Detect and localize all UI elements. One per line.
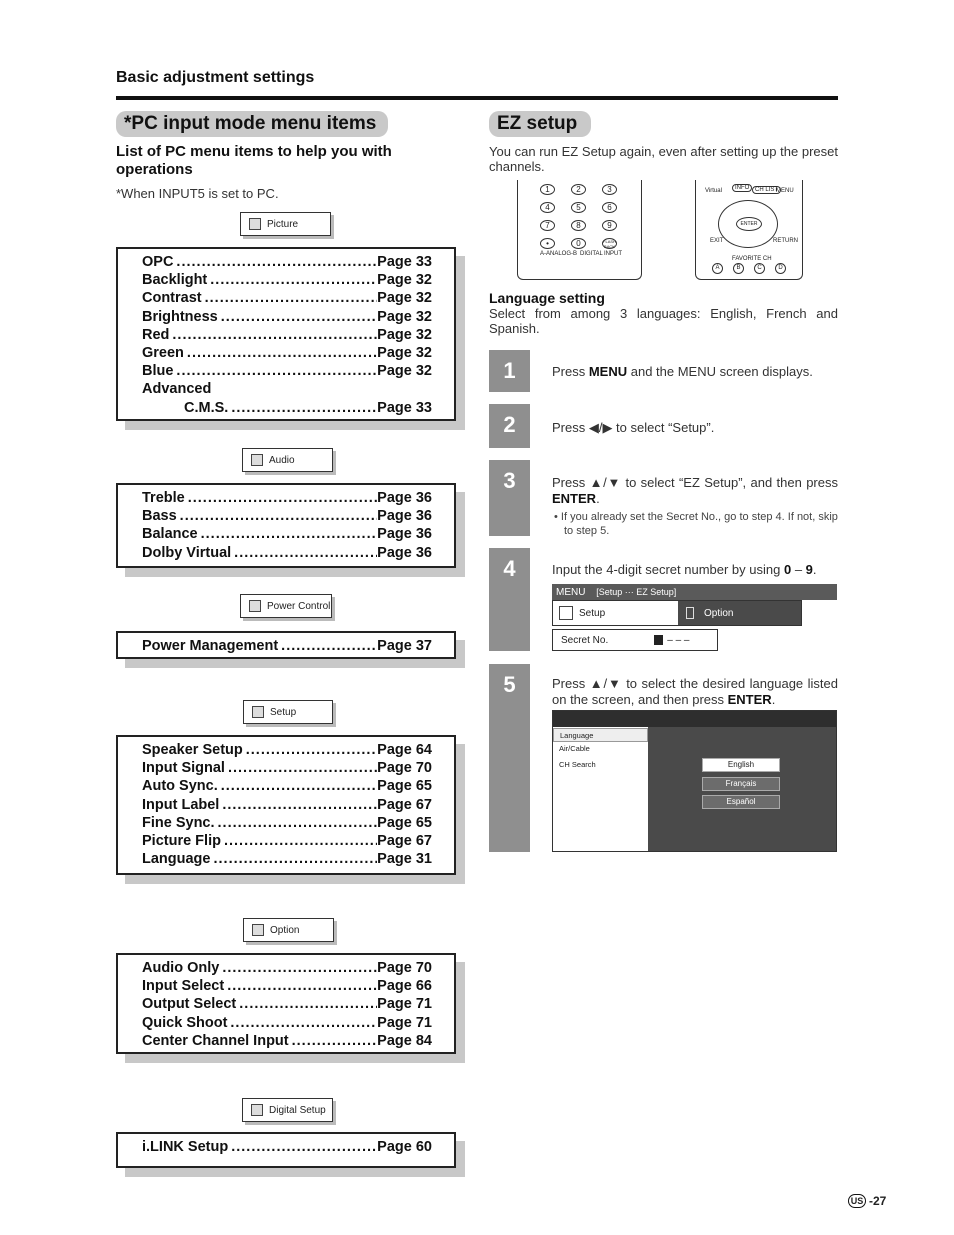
pc-menu-title: *PC input mode menu items	[116, 111, 388, 137]
menu-item-name: OPC	[142, 254, 174, 270]
menu-item-row	[142, 832, 432, 850]
osd5-menu-list	[553, 727, 648, 851]
menu-item-name: Contrast	[142, 290, 202, 307]
dot-leader	[219, 959, 377, 977]
menu-item-name: Auto Sync.	[142, 778, 218, 795]
picture-icon	[249, 218, 261, 230]
dot-leader	[228, 1138, 377, 1156]
menu-item-name: Input Signal	[142, 760, 225, 777]
menu-item-name: Power Management	[142, 638, 279, 654]
menu-item-name: Picture Flip	[142, 833, 221, 850]
menu-item-page: Page 32	[377, 308, 432, 325]
menu-item-page: Page 32	[377, 272, 432, 289]
menu-item-row	[142, 253, 432, 271]
dot-leader	[218, 777, 377, 795]
dot-leader	[202, 289, 378, 307]
keypad-key: 7	[540, 220, 555, 231]
dot-leader	[215, 814, 378, 832]
osd4-path: [Setup ··· EZ Setup]	[596, 587, 677, 597]
menu-tab-label: Power Control	[267, 600, 331, 612]
menu-item-row	[142, 777, 432, 795]
menu-item-row	[142, 525, 432, 543]
dot-leader	[207, 271, 377, 289]
dot-leader	[225, 759, 377, 777]
keypad-key: 6	[602, 202, 617, 213]
menu-item-name: Blue	[142, 363, 174, 380]
keypad-key: FLASH BACK	[603, 239, 616, 249]
menu-tab-setup	[243, 700, 333, 724]
menu-item-page: Page 32	[377, 326, 432, 343]
dot-leader	[184, 344, 377, 362]
favorite-key: B	[733, 263, 744, 274]
menu-item-page: Page 37	[377, 638, 432, 654]
step-2-text: Press ◀/▶ to select “Setup”.	[552, 420, 715, 435]
menu-item-name: Fine Sync.	[142, 814, 215, 831]
ez-setup-intro: You can run EZ Setup again, even after setting up the preset channels.	[489, 144, 838, 174]
menu-item-name: C.M.S.	[184, 399, 229, 416]
osd5-menu-air-cable[interactable]: Air/Cable	[559, 744, 590, 753]
menu-item-name: Red	[142, 326, 170, 343]
menu-tab-label: Digital Setup	[269, 1104, 326, 1116]
keypad-key: 8	[571, 220, 586, 231]
osd5-screen	[552, 710, 837, 852]
menu-item-row	[142, 1138, 432, 1156]
menu-item-row	[142, 759, 432, 777]
menu-item-page: Page 65	[377, 814, 432, 831]
menu-item-name: Language	[142, 851, 211, 868]
menu-tab-label: Option	[270, 924, 300, 936]
menu-item-page: Page 67	[377, 833, 432, 850]
menu-item-page: Page 64	[377, 742, 432, 758]
menu-item-name: Quick Shoot	[142, 1014, 228, 1031]
menu-item-name: Backlight	[142, 272, 208, 289]
dot-leader	[185, 489, 377, 507]
menu-list-box	[116, 247, 456, 421]
menu-list-box	[116, 953, 456, 1054]
favorite-key: D	[775, 263, 786, 274]
setup-icon	[252, 706, 264, 718]
info-button: INFO	[732, 184, 752, 192]
menu-item-row	[142, 995, 432, 1013]
menu-tab-label: Setup	[270, 706, 297, 718]
osd4-menu-label: MENU	[556, 587, 586, 598]
osd5-menu-ch-search[interactable]: CH Search	[559, 760, 596, 769]
menu-item-row	[142, 271, 432, 289]
menu-item-page: Page 31	[377, 851, 432, 868]
menu-item-page: Page 36	[377, 544, 432, 561]
favorite-key: C	[754, 263, 765, 274]
menu-item-page: Page 32	[377, 345, 432, 362]
dot-leader	[227, 1014, 377, 1032]
osd4-tab-option[interactable]: Option	[678, 601, 801, 625]
menu-item-page: Page 33	[377, 254, 432, 270]
dot-leader	[211, 380, 432, 398]
menu-item-name: Green	[142, 345, 184, 362]
keypad-key: 9	[602, 220, 617, 231]
menu-item-name: Audio Only	[142, 960, 220, 976]
us-badge: US	[848, 1194, 866, 1208]
step-3-text: Press ▲/▼ to select “EZ Setup”, and then press ENTER.	[552, 475, 838, 506]
menu-item-name: Input Label	[142, 796, 220, 813]
menu-item-row	[142, 959, 432, 977]
menu-item-row	[142, 344, 432, 362]
menu-item-page: Page 70	[377, 760, 432, 777]
osd5-header-bar	[553, 711, 836, 727]
menu-item-row	[142, 544, 432, 562]
power-control-icon	[249, 600, 261, 612]
menu-item-page: Page 60	[377, 1139, 432, 1155]
dot-leader	[231, 544, 377, 562]
menu-list-box	[116, 483, 456, 568]
menu-item-row	[142, 289, 432, 307]
menu-item-page: Page 36	[377, 490, 432, 506]
secret-no-label: Secret No.	[561, 634, 609, 646]
menu-tab-label: Picture	[267, 218, 299, 230]
option-icon	[686, 607, 694, 619]
keypad-key: 5	[571, 202, 586, 213]
menu-tab-power-control	[240, 594, 332, 618]
menu-item-row	[142, 326, 432, 344]
menu-list-box	[116, 631, 456, 659]
digital-label: DIGITAL	[580, 251, 603, 257]
analog-label: A-ANALOG-B	[540, 251, 578, 257]
ez-setup-title: EZ setup	[489, 111, 591, 137]
dot-leader	[177, 507, 378, 525]
step-4-marker: 4	[489, 548, 530, 651]
menu-item-page: Page 33	[377, 399, 432, 416]
menu-item-row	[142, 308, 432, 326]
step-3-bullet: • If you already set the Secret No., go to step 4. If not, skip to step 5.	[554, 511, 838, 537]
menu-item-name: Balance	[142, 526, 198, 543]
dot-leader	[221, 832, 377, 850]
menu-item-page: Page 67	[377, 796, 432, 813]
pc-menu-subtitle: List of PC menu items to help you with operations	[116, 143, 392, 178]
menu-item-name: Bass	[142, 508, 177, 525]
osd5-menu-language[interactable]: Language	[553, 728, 648, 742]
step-2-marker: 2	[489, 404, 530, 448]
menu-item-name: Advanced	[142, 381, 212, 398]
menu-item-row	[142, 380, 432, 398]
osd4-secret-row	[552, 629, 718, 651]
menu-tab-digital-setup	[242, 1098, 333, 1122]
osd4-tabs	[552, 600, 802, 626]
menu-item-name: Speaker Setup	[142, 742, 243, 758]
dot-leader	[278, 637, 377, 655]
step-4-text: Input the 4-digit secret number by using 0 – 9.	[552, 562, 817, 577]
menu-item-name: Input Select	[142, 978, 225, 995]
dot-leader	[173, 362, 377, 380]
menu-item-name: i.LINK Setup	[142, 1139, 229, 1155]
osd4-header	[552, 584, 837, 600]
step-3-marker: 3	[489, 460, 530, 536]
option-icon	[252, 924, 264, 936]
keypad-key: 1	[540, 184, 555, 195]
language-setting-text: Select from among 3 languages: English, French and Spanish.	[489, 306, 838, 336]
menu-tab-option	[243, 918, 334, 942]
secret-cursor	[654, 635, 663, 645]
digital-setup-icon	[251, 1104, 263, 1116]
menu-item-page: Page 71	[377, 1014, 432, 1031]
menu-item-row	[142, 399, 432, 417]
dot-leader	[169, 326, 377, 344]
menu-item-row	[142, 507, 432, 525]
keypad-key: •	[540, 238, 555, 249]
menu-item-name: Dolby Virtual	[142, 544, 232, 561]
menu-item-page: Page 71	[377, 996, 432, 1013]
ch-list-button: CH LIST	[752, 186, 781, 194]
keypad-key: 4	[540, 202, 555, 213]
menu-item-row	[142, 741, 432, 759]
menu-item-name: Treble	[142, 490, 185, 506]
menu-item-page: Page 70	[377, 960, 432, 976]
page-number: -27	[869, 1194, 887, 1208]
keypad-key: 0	[571, 238, 586, 249]
menu-tab-picture	[240, 212, 331, 236]
menu-item-row	[142, 850, 432, 868]
step-5-text: Press ▲/▼ to select the desired language listed on the screen, and then press ENTER.	[552, 676, 838, 707]
menu-item-row	[142, 362, 432, 380]
dot-leader	[243, 741, 377, 759]
dot-leader	[219, 796, 377, 814]
keypad-key: 3	[602, 184, 617, 195]
audio-icon	[251, 454, 263, 466]
dot-leader	[224, 977, 377, 995]
menu-item-page: Page 84	[377, 1032, 432, 1049]
setup-icon	[559, 606, 573, 620]
menu-item-name: Brightness	[142, 308, 218, 325]
menu-label: MENU	[776, 188, 794, 194]
dot-leader	[236, 995, 377, 1013]
header-rule	[116, 96, 838, 100]
section-header: Basic adjustment settings	[116, 69, 315, 86]
step-5-marker: 5	[489, 664, 530, 852]
menu-item-row	[142, 1032, 432, 1050]
menu-item-page: Page 32	[377, 363, 432, 380]
menu-item-row	[142, 637, 432, 655]
menu-tab-audio	[242, 448, 333, 472]
dot-leader	[228, 399, 377, 417]
dot-leader	[289, 1032, 378, 1050]
favorite-key: A	[712, 263, 723, 274]
dot-leader	[210, 850, 377, 868]
menu-item-row	[142, 977, 432, 995]
input5-note: *When INPUT5 is set to PC.	[116, 186, 279, 201]
menu-item-name: Center Channel Input	[142, 1032, 289, 1049]
dot-leader	[173, 253, 377, 271]
lang-option-espanol[interactable]: Español	[702, 795, 780, 809]
remote-nav-illustration	[695, 180, 803, 280]
virtual-label: Virtual	[705, 188, 722, 194]
dot-leader	[198, 525, 378, 543]
osd5-options-panel	[648, 727, 836, 851]
step-1-marker: 1	[489, 350, 530, 392]
lang-option-english[interactable]: English	[702, 758, 780, 772]
input-label: INPUT	[604, 251, 622, 257]
remote-keypad-illustration	[517, 180, 642, 280]
menu-item-name: Output Select	[142, 996, 237, 1013]
favorite-ch-label: FAVORITE CH	[732, 256, 772, 262]
language-setting-heading: Language setting	[489, 290, 605, 306]
exit-label: EXIT	[710, 238, 724, 244]
menu-item-row	[142, 814, 432, 832]
menu-list-box	[116, 1132, 456, 1168]
menu-item-row	[142, 489, 432, 507]
menu-item-row	[142, 1014, 432, 1032]
dot-leader	[218, 308, 377, 326]
enter-button: ENTER	[736, 217, 762, 231]
secret-mask[interactable]: – – –	[667, 634, 690, 646]
osd4-tab-setup[interactable]: Setup	[553, 601, 678, 625]
menu-item-page: Page 36	[377, 508, 432, 525]
menu-item-page: Page 66	[377, 978, 432, 995]
lang-option-francais[interactable]: Français	[702, 777, 780, 791]
menu-item-row	[142, 796, 432, 814]
menu-list-box	[116, 735, 456, 875]
menu-item-page: Page 32	[377, 290, 432, 307]
keypad-key: 2	[571, 184, 586, 195]
menu-item-page: Page 36	[377, 526, 432, 543]
return-label: RETURN	[773, 238, 798, 244]
menu-tab-label: Audio	[269, 454, 295, 466]
menu-item-page: Page 65	[377, 778, 432, 795]
step-1-text: Press MENU and the MENU screen displays.	[552, 364, 813, 379]
